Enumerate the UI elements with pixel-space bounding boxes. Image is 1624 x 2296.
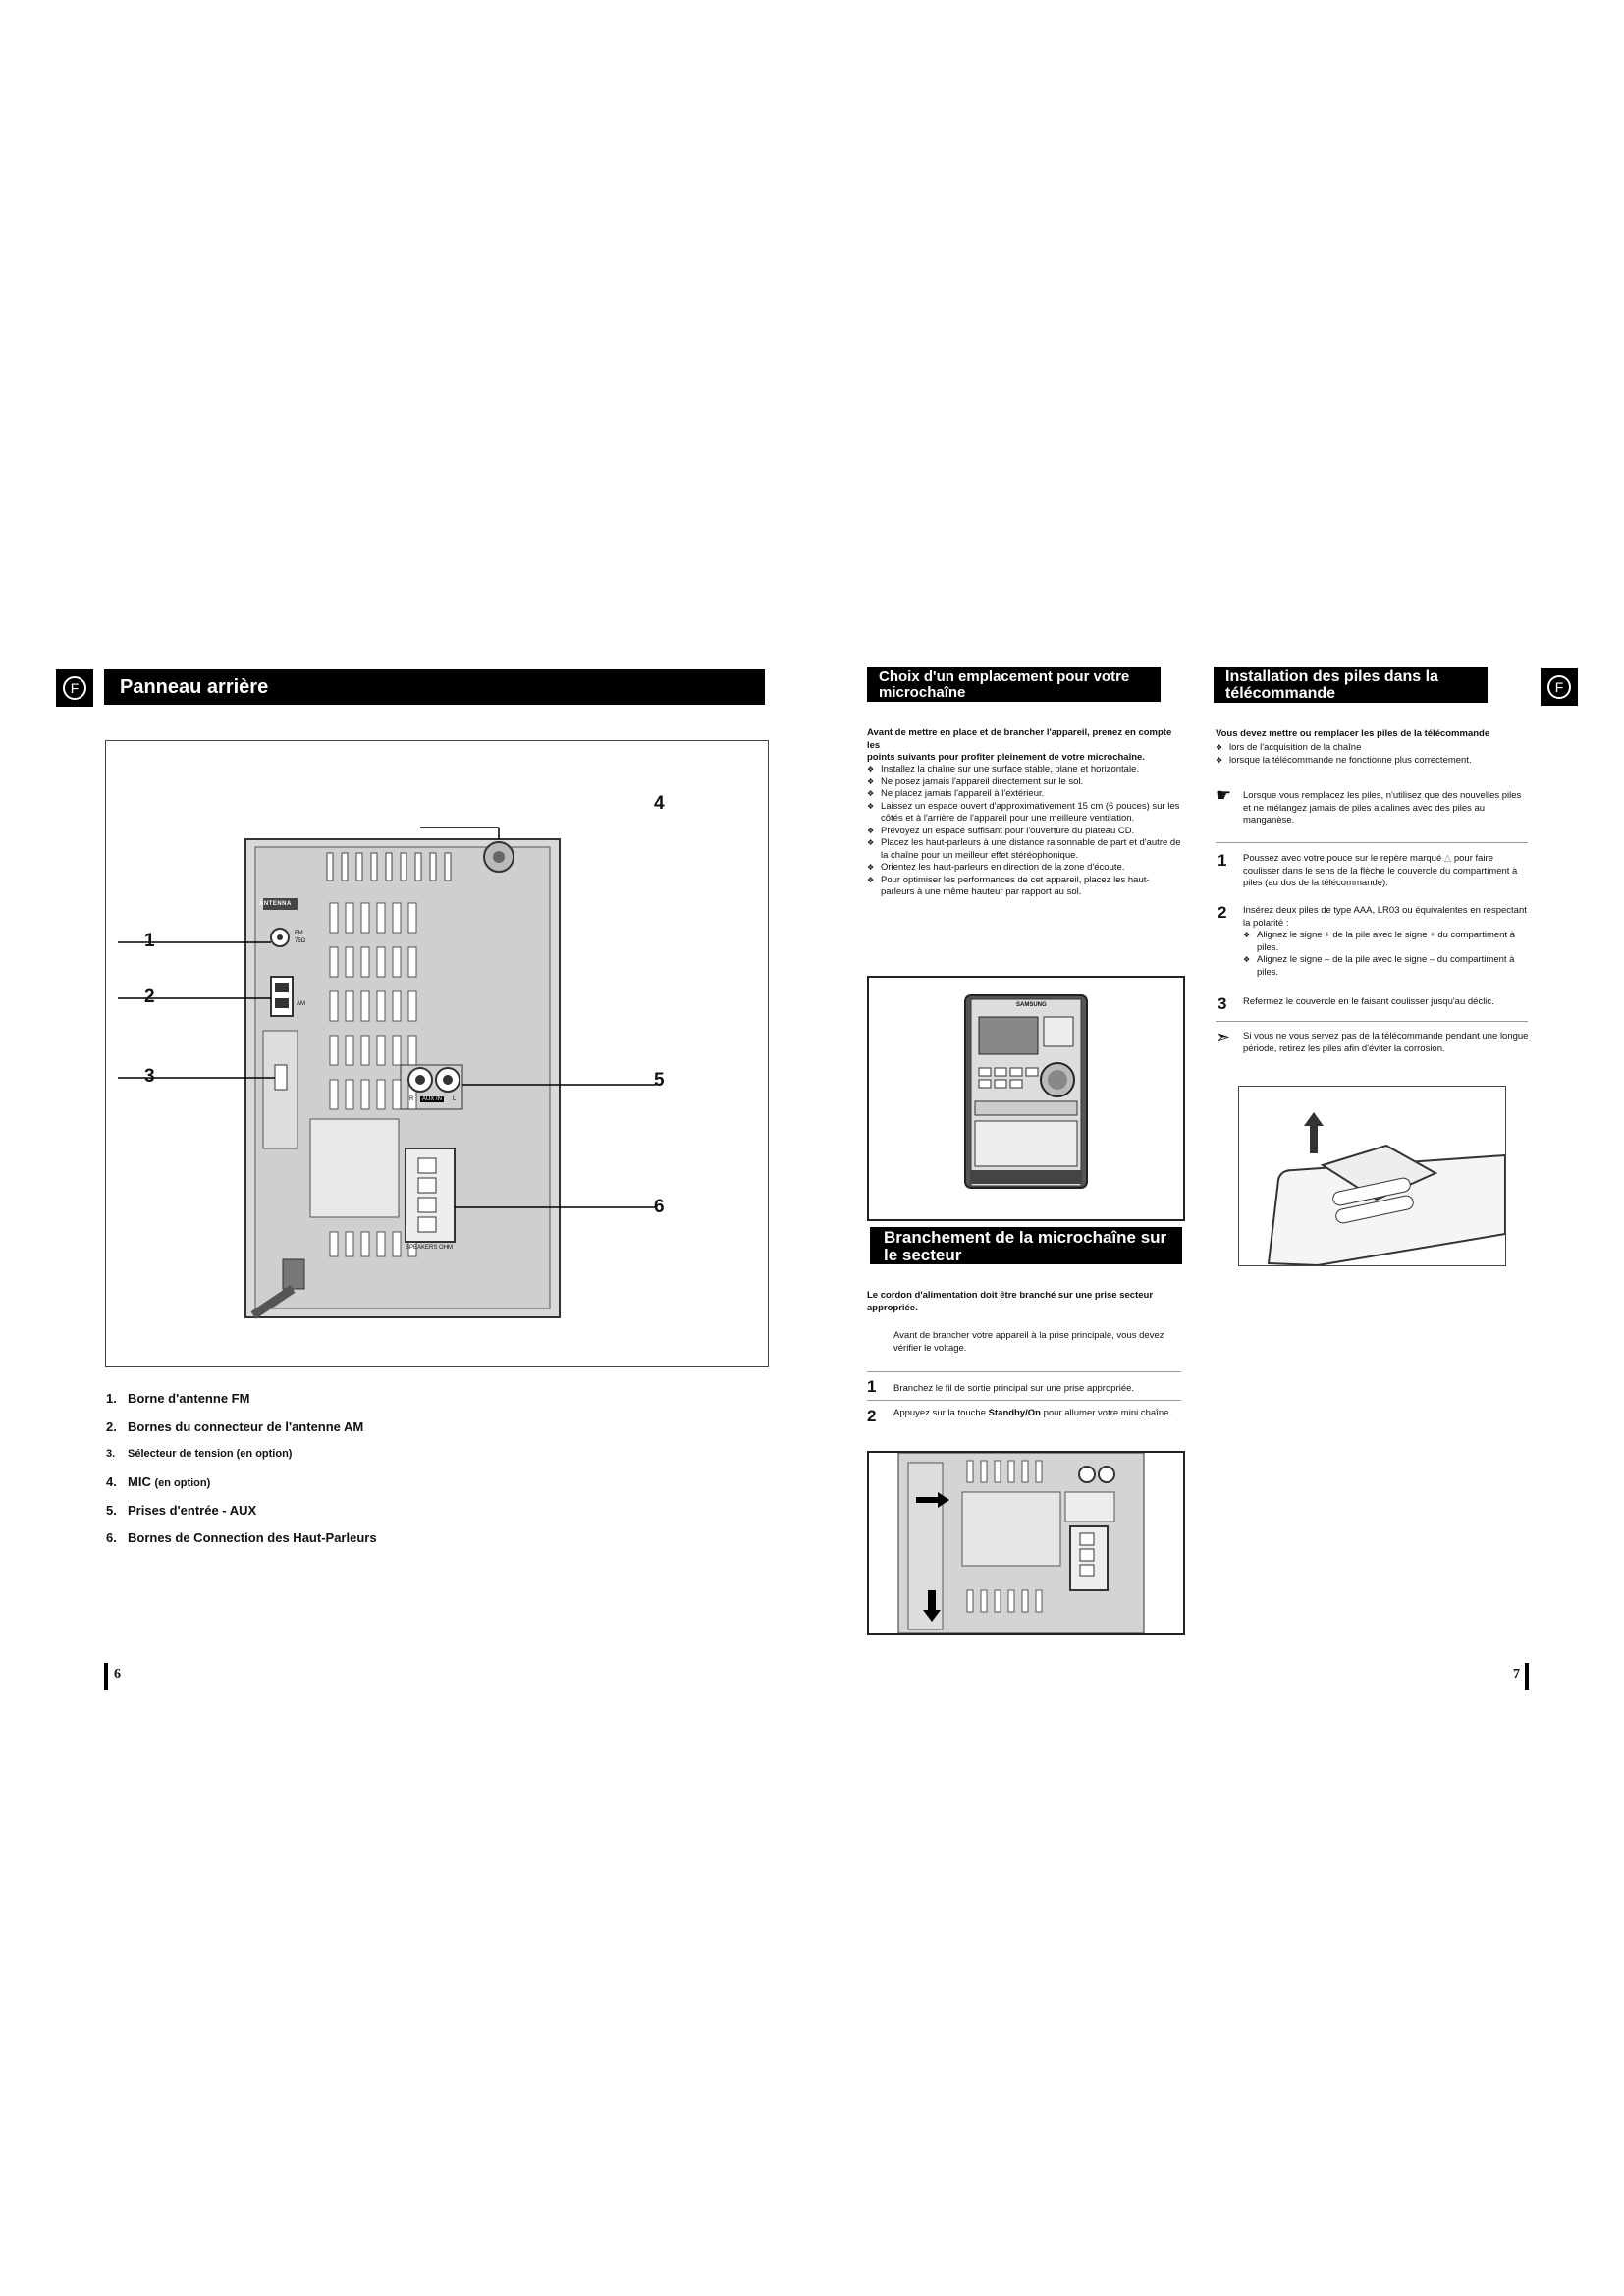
am-label: AM (297, 1001, 305, 1007)
section-title-power: Branchement de la microchaîne sur le secteur (870, 1227, 1182, 1264)
step-text: Insérez deux piles de type AAA, LR03 ou équivalentes en respectant la polarité : ❖ Alignez le signe + de la pile avec le signe + du compartiment à piles. ❖ Alignez le signe – de la pile avec le signe – du compartiment à piles. (1243, 905, 1538, 979)
arrow-tip-icon: ➣ (1216, 1027, 1231, 1046)
callout-2: 2 (144, 987, 155, 1007)
step-number: 2 (1218, 903, 1227, 922)
remote-battery-figure (1238, 1086, 1506, 1266)
fm-label: FM (295, 931, 303, 936)
legend-item: 2. Bornes du connecteur de l'antenne AM (106, 1419, 364, 1434)
callout-5: 5 (654, 1070, 665, 1091)
legend-item: 1. Borne d'antenne FM (106, 1391, 250, 1406)
remote-illustration (1239, 1087, 1505, 1265)
callout-3: 3 (144, 1066, 155, 1087)
legend-item: 5. Prises d'entrée - AUX (106, 1503, 257, 1518)
divider (1216, 1021, 1528, 1022)
fm-ohm-label: 75Ω (295, 938, 306, 944)
step-text: Branchez le fil de sortie principal sur une prise appropriée. (893, 1383, 1135, 1394)
section-title-batteries: Installation des piles dans la télécommande (1214, 667, 1488, 703)
step-number: 1 (1218, 851, 1227, 870)
step-number: 3 (1218, 994, 1227, 1013)
aux-in-label: AUX IN (422, 1096, 443, 1102)
divider (867, 1371, 1181, 1372)
rear-panel-figure (105, 740, 769, 1367)
page-number-right: 7 (1513, 1667, 1520, 1682)
rear-panel-illustration (106, 741, 768, 1366)
microchain-front-figure (867, 976, 1185, 1221)
list-item: ❖ Ne placez jamais l'appareil à l'extérieur. (867, 788, 1181, 801)
antenna-label: ANTENNA (259, 901, 292, 907)
list-item: ❖ Installez la chaîne sur une surface stable, plane et horizontale. (867, 764, 1181, 776)
speakers-label: SPEAKERS OHM (406, 1245, 454, 1251)
triangle-marker-icon: △ (1443, 853, 1452, 864)
list-item: ❖ Ne posez jamais l'appareil directement sur le sol. (867, 776, 1181, 789)
microchain-illustration (869, 978, 1183, 1219)
step-text: Poussez avec votre pouce sur le repère marqué △ pour faire coulisser dans le sens de la flèche le couvercle du compartiment à piles (au dos de la télécommande). (1243, 853, 1518, 888)
step-number: 1 (867, 1377, 877, 1396)
step-number: 2 (867, 1407, 877, 1425)
list-item: ❖ Pour optimiser les performances de cet appareil, placez les haut-parleurs à une même hauteur par rapport au sol. (867, 875, 1181, 899)
callout-6: 6 (654, 1197, 665, 1217)
device-brand: SAMSUNG (1016, 1002, 1047, 1008)
batteries-note: Lorsque vous remplacez les piles, n'utilisez que des nouvelles piles et ne mélangez jamais de piles alcalines avec des piles au manganèse. (1243, 790, 1522, 826)
power-connection-figure (867, 1451, 1185, 1635)
list-item: ❖ Placez les haut-parleurs à une distance raisonnable de part et d'autre de la chaîne pour un meilleur effet stéréophonique. (867, 837, 1181, 862)
divider (867, 1400, 1181, 1401)
pointing-hand-icon: ☛ (1216, 785, 1232, 805)
step-text: Refermez le couvercle en le faisant coulisser jusqu'au déclic. (1243, 996, 1494, 1007)
page-marker-left (104, 1663, 108, 1690)
power-note: Avant de brancher votre appareil à la prise principale, vous devez vérifier le voltage. (893, 1330, 1164, 1354)
batteries-bullets (1216, 742, 1530, 767)
aux-r-label: R (409, 1096, 414, 1102)
aux-l-label: L (453, 1096, 457, 1102)
batteries-intro: Vous devez mettre ou remplacer les piles de la télécommande (1216, 728, 1490, 739)
location-intro: Avant de mettre en place et de brancher l'appareil, prenez en compte les points suivants pour profiter pleinement de votre microchaîne. (867, 727, 1172, 763)
legend-item: 3. Sélecteur de tension (en option) (106, 1448, 293, 1460)
divider (1216, 842, 1528, 843)
list-item: ❖ lors de l'acquisition de la chaîne (1216, 742, 1530, 755)
list-item: ❖ Laissez un espace ouvert d'approximativement 15 cm (6 pouces) sur les côtés et à l'arrière de l'appareil pour une meilleure ventilation. (867, 801, 1181, 826)
page-marker-right (1525, 1663, 1529, 1690)
step-text: Appuyez sur la touche Standby/On pour allumer votre mini chaîne. (893, 1408, 1172, 1418)
list-item: ❖ lorsque la télécommande ne fonctionne plus correctement. (1216, 755, 1530, 768)
list-item: ❖ Prévoyez un espace suffisant pour l'ouverture du plateau CD. (867, 826, 1181, 838)
legend-item: 6. Bornes de Connection des Haut-Parleurs (106, 1530, 377, 1545)
power-illustration (869, 1453, 1183, 1633)
page-number-left: 6 (114, 1667, 121, 1682)
callout-1: 1 (144, 931, 155, 951)
callout-4: 4 (654, 793, 665, 814)
power-intro: Le cordon d'alimentation doit être branché sur une prise secteur appropriée. (867, 1290, 1154, 1313)
language-badge: F (56, 669, 93, 707)
legend-item: 4. MIC (en option) (106, 1474, 211, 1489)
batteries-tip: Si vous ne vous servez pas de la télécommande pendant une longue période, retirez les piles afin d'éviter la corrosion. (1243, 1031, 1529, 1054)
page-title: Panneau arrière (104, 669, 765, 705)
section-title-location: Choix d'un emplacement pour votre microchaîne (867, 667, 1161, 702)
language-badge-right: F (1541, 668, 1578, 706)
location-bullets (867, 764, 1181, 899)
list-item: ❖ Orientez les haut-parleurs en direction de la zone d'écoute. (867, 862, 1181, 875)
